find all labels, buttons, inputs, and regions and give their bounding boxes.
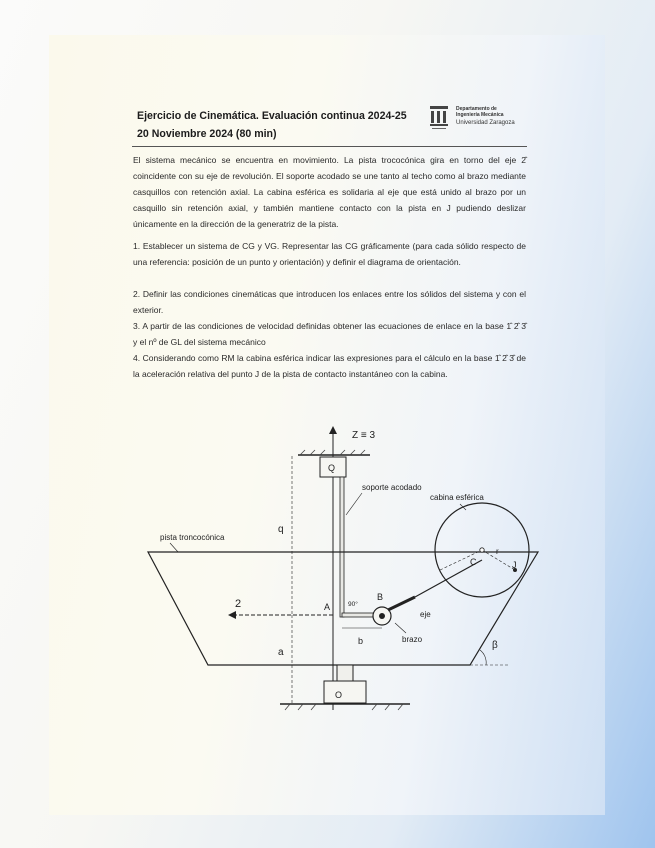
floor-hatch (285, 704, 403, 710)
beta-arc (480, 650, 486, 665)
brazo (388, 597, 415, 610)
statement-intro: El sistema mecánico se encuentra en movimiento. La pista trococónica gira en torno del eje 2̂ coincidente con su eje de revolución. El soporte acodado se une tanto al techo como al brazo mediante casquillos con retención axial. La cabina esférica es solidaria al eje que está unido al brazo por un casquillo sin retención axial, y también mantiene contacto con la pista en J pudiendo deslizar únicamente en la dirección de la generatriz de la pista. (133, 155, 526, 229)
exercise-title: Ejercicio de Cinemática. Evaluación continua 2024-25 (137, 110, 407, 122)
label-c: C (470, 557, 477, 567)
joint-b-inner (379, 613, 385, 619)
bearing-o (324, 681, 366, 703)
shaft-o (337, 665, 353, 681)
university-name: Universidad Zaragoza (456, 120, 515, 126)
label-q: Q (328, 463, 336, 473)
label-a-dim: a (278, 647, 284, 658)
axis-2-label: 2 (235, 598, 242, 610)
label-o: O (335, 690, 343, 700)
label-cabina: cabina esférica (430, 493, 484, 502)
question-4: 4. Considerando como RM la cabina esférica indicar las expresiones para el cálculo en la base 1̂ 2̂ 3̂ de la aceleración relativa del punto J de la pista de contacto instantáneo con la cabina. (133, 353, 526, 379)
label-beta: β (492, 640, 498, 651)
label-b-dim: b (358, 636, 364, 646)
question-2: 2. Definir las condiciones cinemáticas que introducen los enlaces entre los sólidos del sistema y con el exterior. (133, 289, 526, 315)
label-q-dim: q (278, 524, 284, 535)
label-b-point: B (377, 592, 384, 602)
label-eje: eje (420, 610, 431, 619)
department-line2: Ingeniería Mecánica (456, 112, 504, 118)
point-c (480, 548, 484, 552)
label-soporte: soporte acodado (362, 483, 422, 492)
label-r: r (496, 547, 499, 556)
label-brazo: brazo (402, 635, 423, 644)
question-3: 3. A partir de las condiciones de velocidad definidas obtener las ecuaciones de enlace en la base 1̂ 2̂ 3̂ y el nº de GL del sistema mecánico (133, 321, 526, 347)
mechanism-diagram (130, 420, 550, 720)
label-j: J (512, 560, 517, 570)
label-a-point: A (324, 602, 331, 612)
department-line1: Departamento de (456, 106, 497, 112)
label-pista: pista troncocónica (160, 533, 225, 542)
angle-90: 90° (348, 601, 358, 608)
soporte-acodado (340, 477, 344, 617)
question-1: 1. Establecer un sistema de CG y VG. Representar las CG gráficamente (para cada sólido respecto de una referencia: posición de un punto y orientación) y definir el diagrama de orientación. (133, 241, 526, 267)
exercise-date: 20 Noviembre 2024 (80 min) (137, 128, 277, 140)
axis-z-label: Z ≡ 3 (352, 430, 376, 441)
header-divider (132, 146, 527, 147)
